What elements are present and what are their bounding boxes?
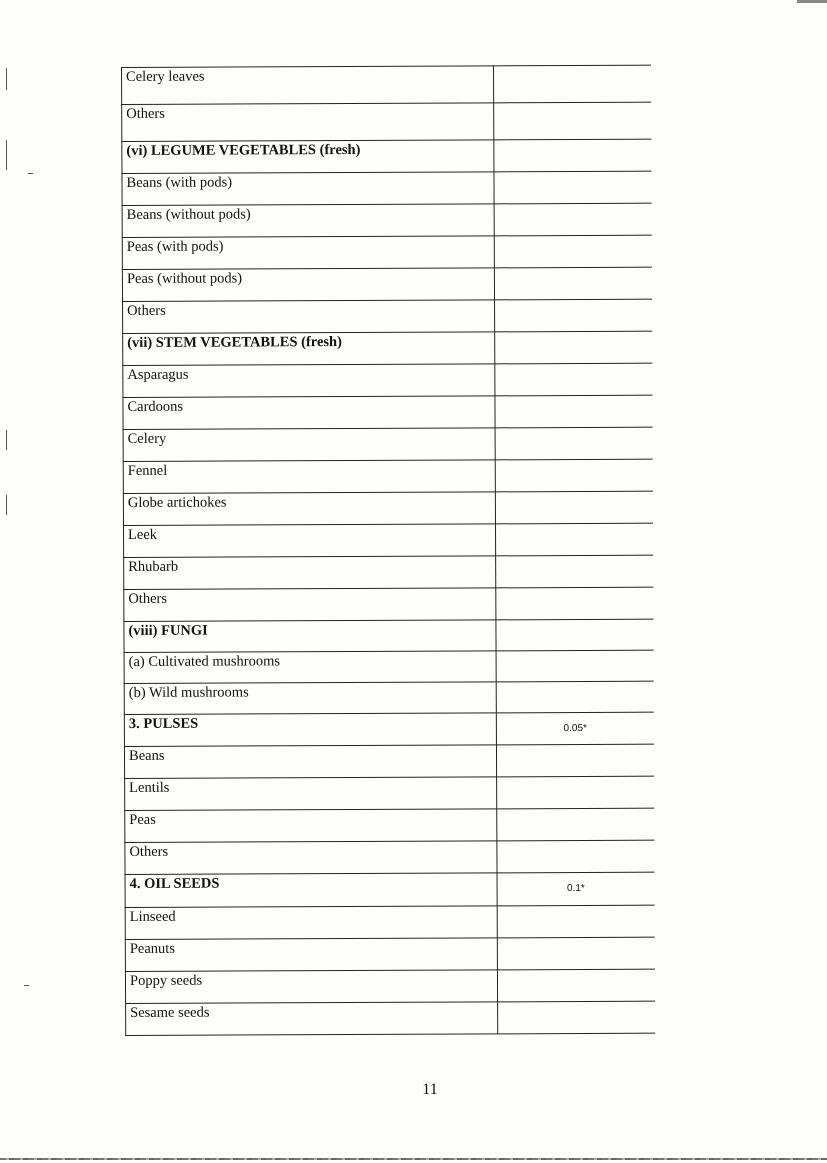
scan-mark xyxy=(6,430,7,450)
commodity-name-cell: Peanuts xyxy=(125,938,497,972)
table-row xyxy=(123,395,653,429)
table-body xyxy=(122,65,656,1035)
table-row xyxy=(125,840,655,874)
table-row xyxy=(123,363,653,397)
commodity-name-cell: Sesame seeds xyxy=(126,1002,498,1036)
residue-limit-cell xyxy=(494,363,652,396)
commodity-name-cell: 4. OIL SEEDS xyxy=(125,873,497,908)
commodity-name-cell: Beans (with pods) xyxy=(122,172,494,206)
commodity-name-cell: (vii) STEM VEGETABLES (fresh) xyxy=(123,332,495,366)
residue-limit-cell xyxy=(494,299,652,332)
residue-limit-cell: 0.1* xyxy=(497,872,655,906)
table-row xyxy=(123,299,653,333)
table-row xyxy=(124,650,654,683)
residue-limit-cell xyxy=(495,555,653,588)
residue-limit-cell xyxy=(495,427,653,460)
table-row xyxy=(125,969,655,1003)
residue-limit-cell xyxy=(495,523,653,556)
residue-limit-cell xyxy=(497,937,655,970)
residue-limit-cell xyxy=(497,840,655,873)
table-row xyxy=(124,555,654,589)
scan-mark xyxy=(28,173,33,174)
residue-limit-cell xyxy=(495,491,653,524)
table-row xyxy=(124,744,654,778)
scan-mark xyxy=(6,68,7,90)
residue-limit-cell xyxy=(497,969,655,1002)
commodity-name-cell: Peas (with pods) xyxy=(122,236,494,270)
commodity-name-cell: Linseed xyxy=(125,906,497,940)
scan-mark xyxy=(6,495,7,515)
commodity-name-cell: Asparagus xyxy=(123,364,495,398)
commodity-name-cell: Rhubarb xyxy=(124,556,496,590)
commodity-name-cell: Leek xyxy=(124,524,496,558)
residue-limit-cell xyxy=(495,395,653,428)
table-row xyxy=(125,776,655,810)
residue-limit-cell xyxy=(493,102,651,140)
commodity-name-cell: (viii) FUNGI xyxy=(124,620,496,653)
commodity-name-cell: Peas xyxy=(125,809,497,843)
residue-limit-cell xyxy=(496,744,654,777)
table-row xyxy=(123,427,653,461)
table-section-heading-row xyxy=(122,139,652,173)
commodity-name-cell: Peas (without pods) xyxy=(122,268,494,302)
residue-limit-cell xyxy=(497,1001,655,1034)
commodity-name-cell: Poppy seeds xyxy=(125,970,497,1004)
table-row xyxy=(126,1001,656,1035)
table-row xyxy=(123,459,653,493)
residue-limit-cell xyxy=(496,619,654,651)
scan-mark xyxy=(6,140,7,170)
residue-limit-cell xyxy=(497,905,655,938)
table-row xyxy=(122,267,652,301)
table-row xyxy=(124,523,654,557)
commodity-name-cell: Beans (without pods) xyxy=(122,204,494,238)
commodity-name-cell: (vi) LEGUME VEGETABLES (fresh) xyxy=(122,140,494,174)
residue-limit-cell xyxy=(494,235,652,268)
commodity-name-cell: Others xyxy=(123,300,495,334)
scan-mark xyxy=(24,985,29,986)
table-row xyxy=(122,171,652,205)
commodity-name-cell: Others xyxy=(124,588,496,622)
table-row xyxy=(123,491,653,525)
residue-limit-cell xyxy=(494,331,652,364)
table-row xyxy=(124,587,654,621)
residue-limit-cell xyxy=(495,587,653,620)
commodity-name-cell: Others xyxy=(125,841,497,875)
table-row xyxy=(122,203,652,237)
residue-limit-cell: 0.05* xyxy=(496,712,654,745)
commodity-name-cell: (b) Wild mushrooms xyxy=(124,682,496,715)
residue-limit-cell xyxy=(494,267,652,300)
table-row xyxy=(124,681,654,714)
residue-limits-table xyxy=(121,65,655,1036)
table-row xyxy=(122,65,652,104)
commodity-name-cell: Cardoons xyxy=(123,396,495,430)
commodity-name-cell: Others xyxy=(122,103,494,142)
table-section-heading-row xyxy=(124,712,654,746)
table-section-heading-row xyxy=(125,872,655,907)
residue-limit-cell xyxy=(494,171,652,204)
residue-limit-cell xyxy=(493,65,651,103)
commodity-name-cell: Celery xyxy=(123,428,495,462)
commodity-name-cell: (a) Cultivated mushrooms xyxy=(124,651,496,684)
scan-edge-top xyxy=(797,0,827,3)
table-row xyxy=(122,102,652,141)
residue-limit-cell xyxy=(496,681,654,713)
scan-edge-bottom xyxy=(0,1158,827,1160)
commodity-name-cell: Globe artichokes xyxy=(123,492,495,526)
commodity-name-cell: Celery leaves xyxy=(122,66,494,105)
residue-limit-cell xyxy=(493,139,651,172)
table-row xyxy=(125,905,655,939)
residue-limit-cell xyxy=(496,776,654,809)
commodity-name-cell: Fennel xyxy=(123,460,495,494)
table-row xyxy=(125,808,655,842)
commodity-name-cell: 3. PULSES xyxy=(124,713,496,747)
table-section-heading-row xyxy=(124,619,654,652)
table-row xyxy=(122,235,652,269)
residue-limit-cell xyxy=(494,203,652,236)
commodity-name-cell: Beans xyxy=(124,745,496,779)
table-row xyxy=(125,937,655,971)
residue-limit-cell xyxy=(495,459,653,492)
table-section-heading-row xyxy=(123,331,653,365)
residue-limit-cell xyxy=(496,650,654,682)
commodity-name-cell: Lentils xyxy=(125,777,497,811)
page-number: 11 xyxy=(422,1081,438,1098)
residue-limit-cell xyxy=(496,808,654,841)
